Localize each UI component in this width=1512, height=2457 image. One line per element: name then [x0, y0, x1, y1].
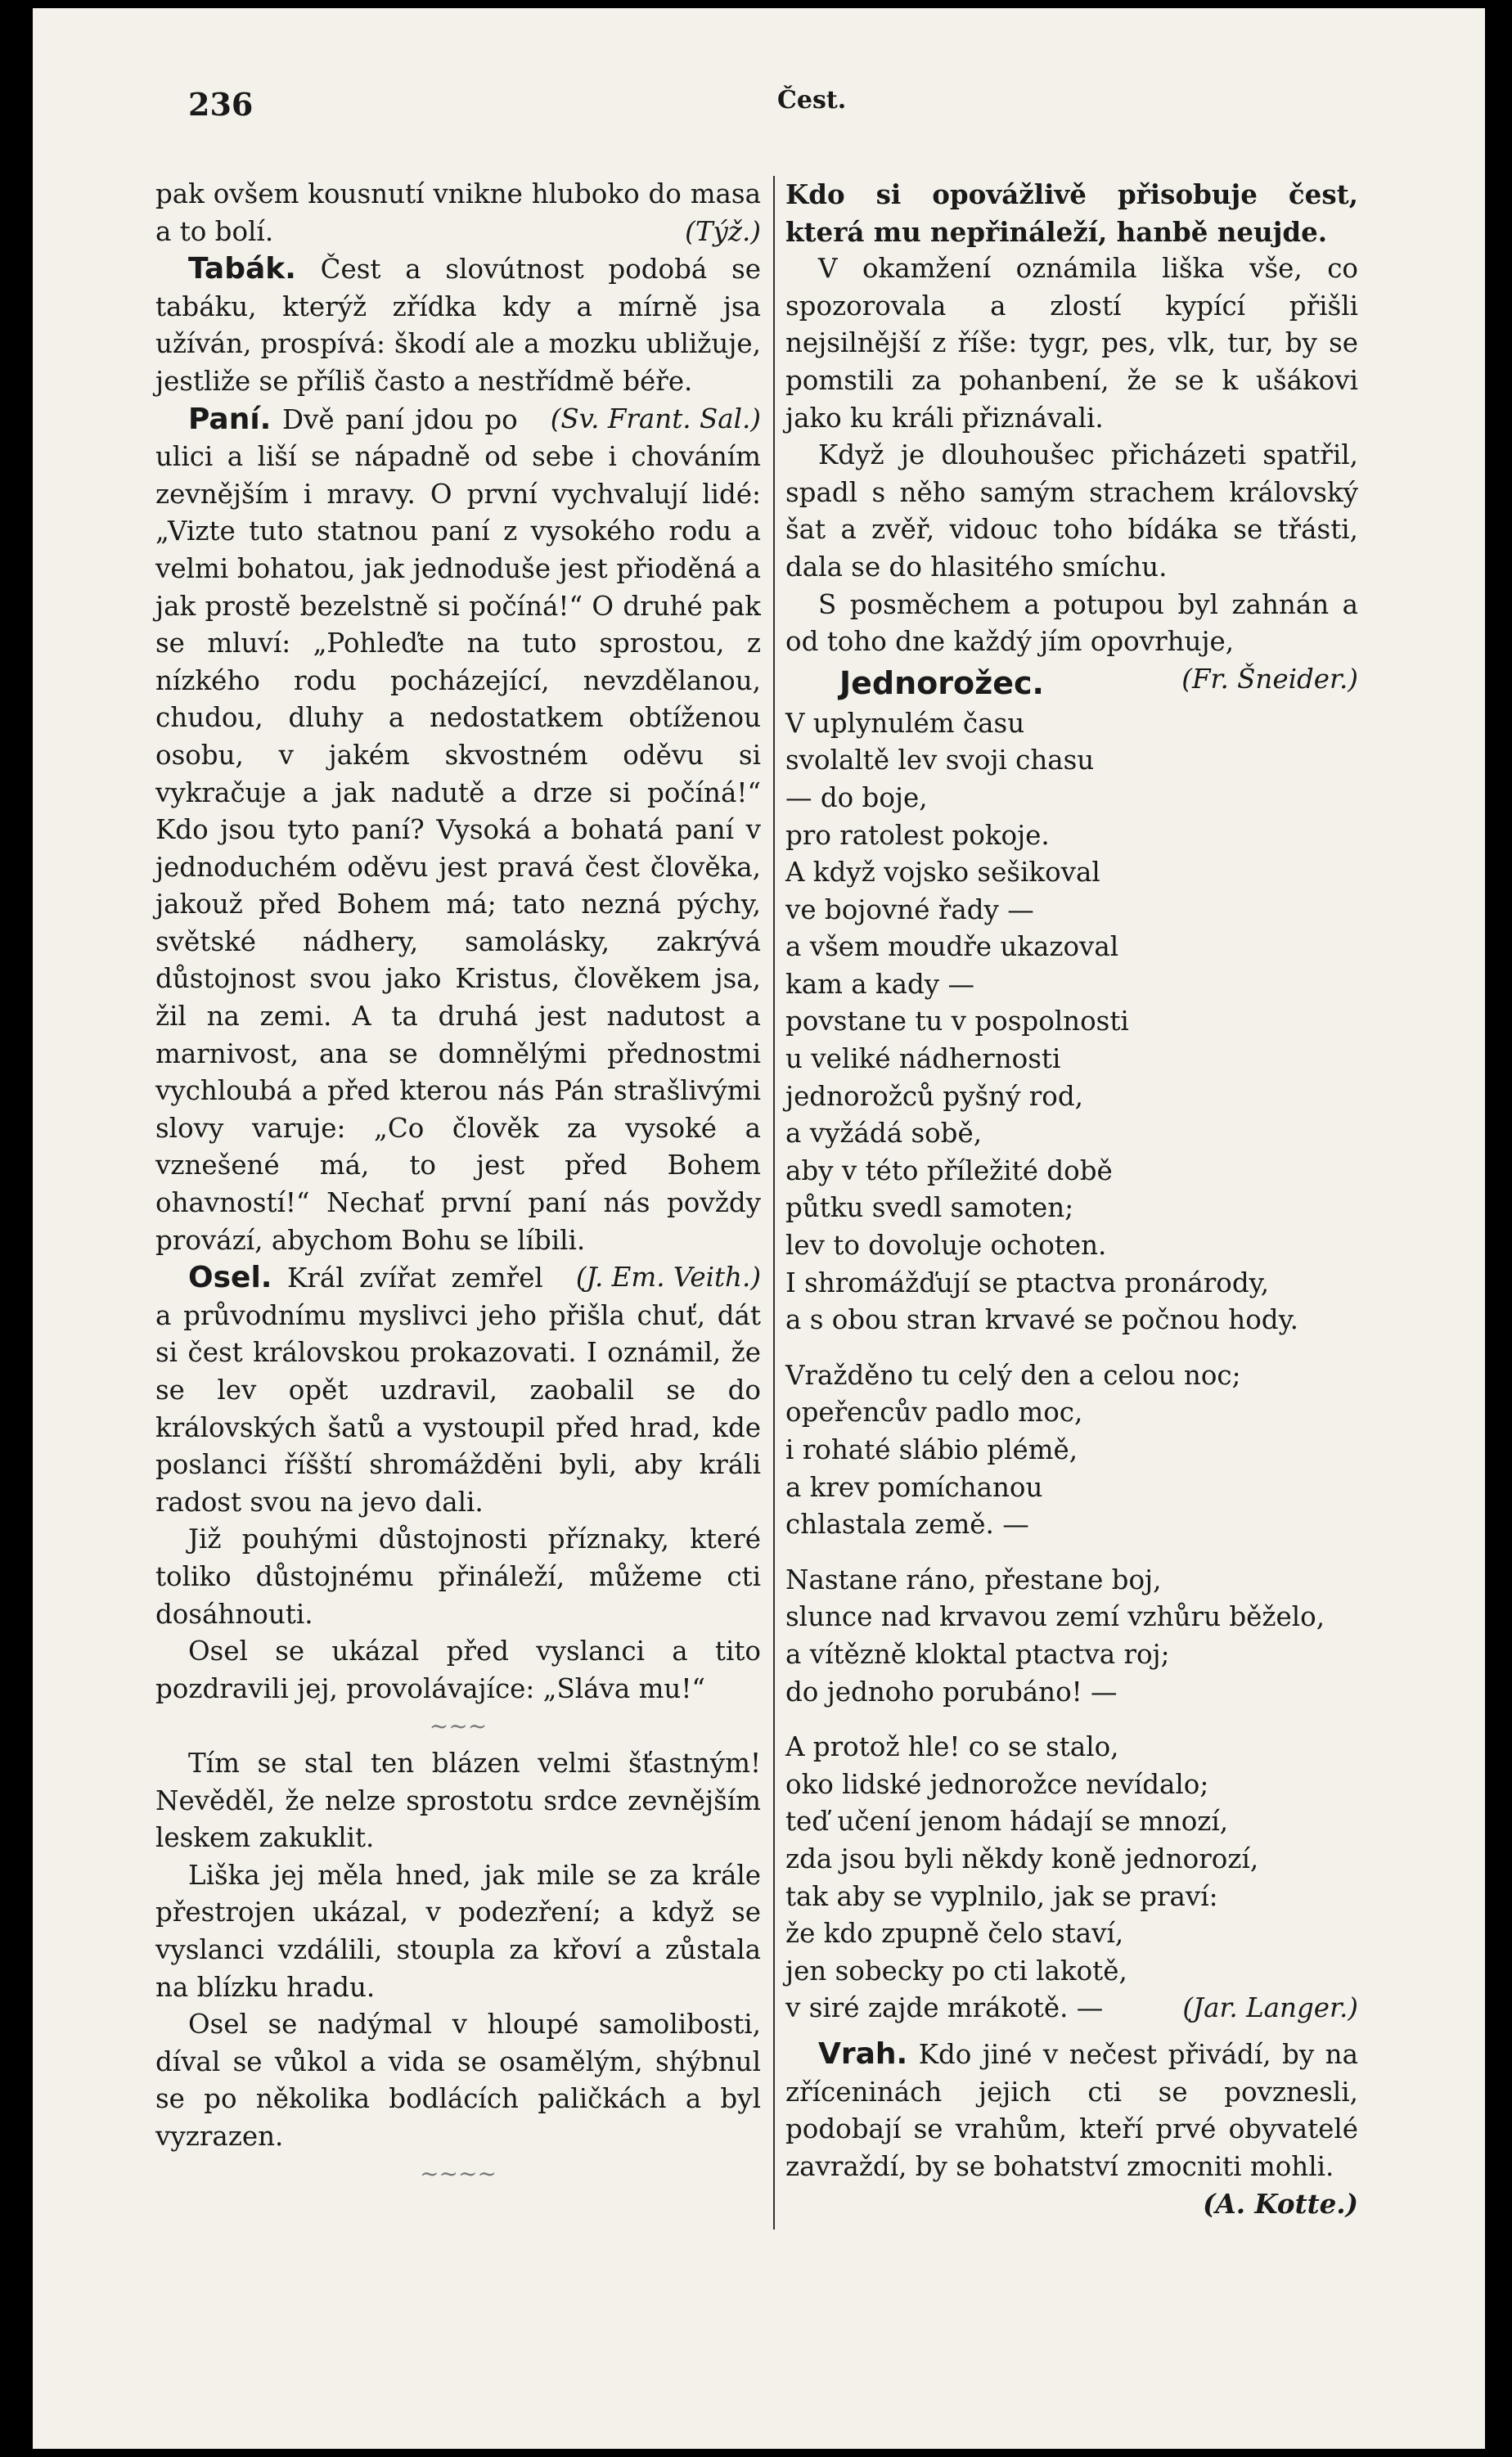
poem-line: I shromážďují se ptactva pronárody, — [785, 1267, 1270, 1298]
paragraph: V okamžení oznámila liška vše, co spozorovala a zlostí kypící přišli nejsilnější z říše: tygr, pes, vlk, tur, by se pomstili za pohanbení, že se k ušákovi jako ku králi přiznávali. — [785, 253, 1358, 434]
poem-line: svolaltě lev svoji chasu — [785, 745, 1095, 776]
poem-stanza-1 — [785, 705, 1358, 1339]
poem-line: a krev pomíchanou — [785, 1471, 1043, 1503]
poem-line: oko lidské jednorožce nevídalo; — [785, 1768, 1209, 1800]
paragraph: Osel se nadýmal v hloupé samolibosti, díval se vůkol a vida se osamělým, shýbnul se po několika bodlácích paličkách a byl vyzrazen. — [155, 2009, 761, 2152]
poem-line: — do boje, — [785, 781, 928, 813]
poem-stanza-4 — [785, 1729, 1358, 2027]
poem-line: a vyžádá sobě, — [785, 1118, 983, 1150]
poem-line: a s obou stran krvavé se počnou hody. — [785, 1304, 1298, 1336]
poem-line: jednorožců pyšný rod, — [785, 1080, 1084, 1112]
poem-line: a všem moudře ukazoval — [785, 931, 1119, 963]
entry-text: Král zvířat zemřel a průvodnímu myslivci jeho přišla chuť, dát si čest královskou prokazovati. I oznámil, že se lev opět uzdravil, zaobalil se do královských šatů a vystoupil před hrad, kde poslanci říšští shromážděni byli, aby králi radost svou na jevo dali. — [155, 1262, 761, 1518]
poem-line: A když vojsko sešikoval — [785, 857, 1100, 889]
source-citation: (Fr. Šneider.) — [1181, 663, 1358, 695]
running-head: Čest. — [777, 86, 847, 115]
poem-line: ve bojovné řady — — [785, 893, 1034, 925]
ornament-divider: ~~~~ — [420, 2160, 497, 2188]
entry-term: Paní. — [188, 402, 272, 436]
paragraph-text: S posměchem a potupou byl zahnán a od toho dne každý jím opovrhuje, — [785, 588, 1358, 658]
poem-line: že kdo zpupně čelo staví, — [785, 1918, 1124, 1950]
entry-text: Čest a slovútnost podobá se tabáku, kterýž zřídka kdy a mírně jsa užíván, prospívá: škodí ale a mozku ubližuje, jestliže se příliš často a nestřídmě béře. — [155, 254, 761, 397]
poem-line: opeřencův padlo moc, — [785, 1397, 1083, 1429]
source-citation: (Jar. Langer.) — [1182, 1992, 1358, 2024]
poem-line: do jednoho porubáno! — — [785, 1676, 1118, 1708]
paragraph-text: pak ovšem kousnutí vnikne hluboko do masa a to bolí. — [155, 178, 761, 247]
poem-line: pro ratolest pokoje. — [785, 819, 1050, 851]
entry-text: Dvě paní jdou po ulici a liší se nápadně od sebe i chováním zevnějším i mravy. O první vychvalují lidé: „Vizte tuto statnou paní z vysokého rodu a velmi bohatou, jak jednoduše jest přioděná a jak prostě bezelstně si počíná!“ O druhé pak se mluví: „Pohleďte na tuto sprostou, z nízkého rodu pocházející, nevzdělanou, chudou, dluhy a nedostatkem obtíženou osobu, v jakém skvostném oděvu si vykračuje a jak nadutě a drze si počíná!“ Kdo jsou tyto paní? Vysoká a bohatá paní v jednoduchém oděvu jest pravá čest člověka, jakouž před Bohem má; tato nezná pýchy, světské nádhery, samolásky, zakrývá důstojnost svou jako Kristus, člověkem jsa, žil na zemi. A ta druhá jest nadutost a marnivost, ana se domnělými přednostmi vychloubá a před kterou nás Pán strašlivými slovy varuje: „Co člověk za vysoké a vznešené má, to jest před Bohem ohavností!“ Nechať první paní nás povždy provází, abychom Bohu se líbili. — [155, 403, 761, 1256]
page-number: 236 — [188, 86, 254, 123]
poem-line: jen sobecky po cti lakotě, — [785, 1955, 1127, 1987]
entry-vrah — [785, 2036, 1358, 2185]
poem-stanza-2 — [785, 1357, 1358, 1544]
poem-line: kam a kady — — [785, 968, 974, 1000]
poem-line: Nastane ráno, přestane boj, — [785, 1564, 1162, 1595]
poem-line: tak aby se vyplnilo, jak se praví: — [785, 1880, 1218, 1912]
poem-line: chlastala země. — — [785, 1509, 1029, 1541]
paragraph: Když je dlouhoušec přicházeti spatřil, spadl s něho samým strachem královský šat a zvěř, vidouc toho bídáka se třásti, dala se do hlasitého smíchu. — [785, 439, 1358, 583]
entry-term: Vrah. — [818, 2036, 908, 2071]
page-header — [188, 86, 1366, 127]
paragraph: Kdo si opovážlivě přisobuje čest, která mu nepřináleží, hanbě neujde. — [785, 178, 1358, 248]
source-citation: (J. Em. Veith.) — [575, 1262, 761, 1294]
poem-line: V uplynulém času — [785, 707, 1025, 739]
poem-line: i rohaté slábio plémě, — [785, 1434, 1078, 1465]
entry-text: Kdo jiné v nečest přivádí, by na zříceninách jejich cti se povznesli, podobají se vrahům, kteří prvé obyvatelé zavraždí, by se bohatství zmocniti mohli. — [785, 2038, 1358, 2182]
source-citation: (Týž.) — [685, 215, 761, 247]
source-citation: (Sv. Frant. Sal.) — [550, 403, 761, 434]
poem-line: teď učení jenom hádají se mnozí, — [785, 1806, 1229, 1838]
paragraph: Již pouhými důstojnosti příznaky, které toliko důstojnému přináleží, můžeme cti dosáhnouti. — [155, 1523, 761, 1630]
paragraph: Tím se stal ten blázen velmi šťastným! Nevěděl, že nelze sprostotu srdce zevnějším leskem zakuklit. — [155, 1747, 761, 1854]
poem-line: Vražděno tu celý den a celou noc; — [785, 1359, 1241, 1391]
poem-line: lev to dovoluje ochoten. — [785, 1230, 1107, 1262]
ornament-divider: ~~~ — [429, 1712, 488, 1740]
poem-line: povstane tu v pospolnosti — [785, 1006, 1129, 1037]
poem-stanza-3 — [785, 1562, 1358, 1711]
poem-line: slunce nad krvavou zemí vzhůru běželo, — [785, 1601, 1325, 1633]
poem-line: v siré zajde mrákotě. — — [785, 1992, 1104, 2024]
poem-line: půtku svedl samoten; — [785, 1192, 1074, 1224]
poem-line: aby v této příležité době — [785, 1154, 1113, 1186]
paragraph — [155, 176, 761, 250]
entry-osel — [155, 1259, 761, 1521]
entry-term: Tabák. — [188, 252, 296, 286]
right-column — [785, 176, 1358, 2223]
column-divider — [773, 176, 775, 2230]
poem-title: Jednorožec. — [839, 664, 1044, 701]
paragraph: Osel se ukázal před vyslanci a tito pozdravili jej, provolávajíce: „Sláva mu!“ — [155, 1636, 761, 1704]
entry-term: Osel. — [188, 1261, 272, 1295]
poem-line: u veliké nádhernosti — [785, 1043, 1061, 1075]
poem-line: zda jsou byli někdy koně jednorozí, — [785, 1843, 1259, 1874]
source-citation: (A. Kotte.) — [1203, 2188, 1358, 2221]
paragraph: Liška jej měla hned, jak mile se za krále přestrojen ukázal, v podezření; a když se vyslanci vzdálili, stoupla za křoví a zůstala na blízku hradu. — [155, 1859, 761, 2003]
left-column — [155, 176, 761, 2193]
poem-line: a vítězně kloktal ptactva roj; — [785, 1638, 1170, 1670]
poem-line: A protož hle! co se stalo, — [785, 1731, 1119, 1763]
